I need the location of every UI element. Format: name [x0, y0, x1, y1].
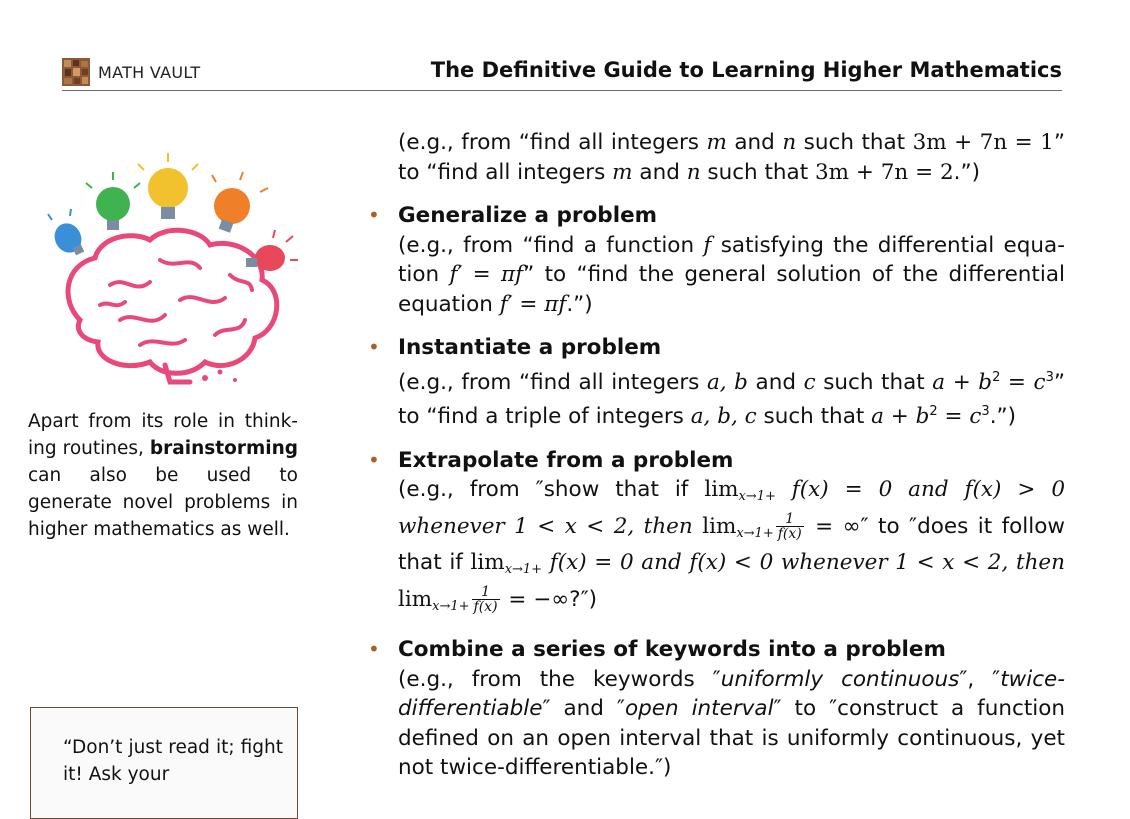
item-body: (e.g., from “find a function f satisfying the differential equa-tion f′ = πf” to “find the general solution of the differential equation f′ = πf.”) — [398, 232, 1065, 317]
item-body: (e.g., from “find all integers a, b and c such that $a + b^2 = c^3$” to “find a triple of integers a, b, c such that $a + b^2$ = $c^3$.”) — [398, 369, 1065, 429]
page-header — [62, 56, 1062, 91]
orange-bulb-icon — [212, 172, 268, 233]
yellow-bulb-icon — [138, 153, 198, 219]
bullet-icon: • — [368, 637, 380, 661]
blue-bulb-icon — [48, 209, 86, 257]
brain-icon — [68, 230, 277, 382]
item-title: Combine a series of keywords into a problem — [398, 637, 946, 662]
sidebar-note-keyword: brainstorming — [149, 438, 298, 459]
brand-logo — [62, 58, 200, 86]
list-item — [365, 635, 1065, 783]
sidebar-note-text: Apart from its role in think-ing routines, — [28, 411, 298, 459]
list-item — [365, 201, 1065, 319]
document-title: The Definitive Guide to Learning Higher Mathematics — [430, 58, 1062, 82]
quote-text: “Don’t just read it; fight it! Ask your — [63, 737, 283, 785]
sidebar-note-text-end: can also be used to generate novel problems in higher mathematics as well. — [28, 465, 298, 540]
quote-box — [30, 707, 298, 819]
item-body: (e.g., from ″show that if $\lim_{x\to 1+} f(x) = 0$ and f(x) > 0 whenever 1 < x < 2, then $\lim_{x\to 1+}$ $\frac{1}{f(x)}$ = ∞″ to ″does it follow that if $\lim_{x\to 1+} f(x) = 0$ and f(x) < 0 whenever 1 < x < 2, then $\lim_{x\to 1+}$ $\frac{1}{f(x)}$ = −∞?″) — [398, 477, 1066, 615]
red-bulb-icon — [246, 230, 298, 271]
brain-lightbulbs-illustration — [40, 150, 305, 395]
intro-example: (e.g., from “find all integers m and n such that 3m + 7n = 1” to “find all integers m and n such that 3m + 7n = 2.”) — [398, 130, 1065, 185]
list-item — [365, 333, 1065, 432]
bullet-icon: • — [368, 335, 380, 359]
item-title: Extrapolate from a problem — [398, 447, 734, 473]
bullet-icon: • — [368, 203, 380, 227]
brand-name: MATH VAULT — [98, 62, 201, 82]
item-body: (e.g., from the keywords ″uniformly continuous″, ″twice-differentiable″ and ″open interval″ to ″construct a function defined on an open interval that is uniformly continuous, yet not twice-differentiable.″) — [398, 666, 1065, 780]
math-vault-logo-icon — [62, 58, 90, 86]
item-title: Instantiate a problem — [398, 335, 662, 360]
sidebar-note — [28, 408, 298, 543]
item-title: Generalize a problem — [398, 203, 658, 228]
main-content — [365, 128, 1065, 783]
bullet-icon: • — [368, 447, 380, 472]
list-item — [365, 446, 1065, 622]
green-bulb-icon — [86, 172, 140, 230]
